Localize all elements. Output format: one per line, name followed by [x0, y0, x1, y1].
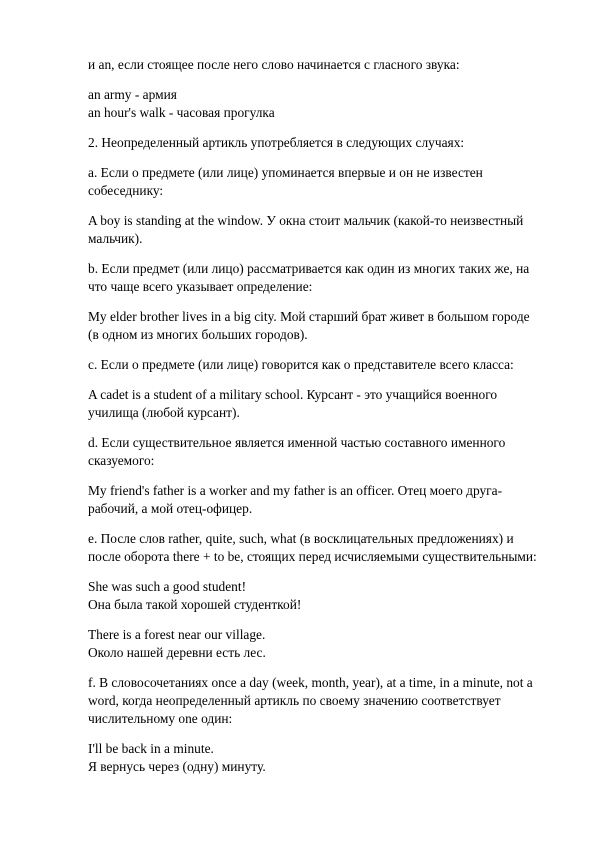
paragraph-example-d — [88, 482, 553, 518]
text-line: что чаще всего указывает определение: — [88, 279, 313, 294]
paragraph-rule-d — [88, 434, 553, 470]
text-line: сказуемого: — [88, 453, 155, 468]
paragraph-example-e-2 — [88, 626, 553, 662]
text-line: word, когда неопределенный артикль по своему значению соответствует — [88, 693, 501, 708]
paragraph-rule-a — [88, 164, 553, 200]
text-line: a. Если о предмете (или лице) упоминается впервые и он не известен — [88, 165, 483, 180]
text-line: A cadet is a student of a military school. Курсант - это учащийся военного — [88, 387, 498, 402]
text-line: She was such a good student! — [88, 579, 247, 594]
paragraph-rule-b — [88, 260, 553, 296]
text-line: училища (любой курсант). — [88, 405, 240, 420]
text-line: собеседнику: — [88, 183, 164, 198]
text-line: b. Если предмет (или лицо) рассматривается как один из многих таких же, на — [88, 261, 530, 276]
text-line: (в одном из многих больших городов). — [88, 327, 308, 342]
paragraph-rule-f — [88, 674, 553, 728]
text-line: Около нашей деревни есть лес. — [88, 645, 266, 660]
text-line: Она была такой хорошей студенткой! — [88, 597, 302, 612]
text-line: рабочий, а мой отец-офицер. — [88, 501, 253, 516]
paragraph-example-e-1 — [88, 578, 553, 614]
paragraph-example-c — [88, 386, 553, 422]
paragraph-rule-c — [88, 356, 553, 374]
paragraph-examples-an — [88, 86, 553, 122]
paragraph-section-heading — [88, 134, 553, 152]
text-line: после оборота there + to be, стоящих перед исчисляемыми существительными: — [88, 549, 537, 564]
text-line: e. После слов rather, quite, such, what (в восклицательных предложениях) и — [88, 531, 514, 546]
text-line: мальчик). — [88, 231, 143, 246]
text-line: an hour's walk - часовая прогулка — [88, 105, 275, 120]
text-line: и an, если стоящее после него слово начинается с гласного звука: — [88, 57, 460, 72]
text-line: My elder brother lives in a big city. Мой старший брат живет в большом городе — [88, 309, 530, 324]
text-line: Я вернусь через (одну) минуту. — [88, 759, 266, 774]
text-line: d. Если существительное является именной частью составного именного — [88, 435, 506, 450]
document-body — [88, 56, 553, 788]
paragraph-an-before-vowel — [88, 56, 553, 74]
text-line: c. Если о предмете (или лице) говорится как о представителе всего класса: — [88, 357, 514, 372]
text-line: числительному one один: — [88, 711, 233, 726]
text-line: My friend's father is a worker and my father is an officer. Отец моего друга- — [88, 483, 503, 498]
paragraph-rule-e — [88, 530, 553, 566]
text-line: f. В словосочетаниях once a day (week, month, year), at a time, in a minute, not a — [88, 675, 533, 690]
paragraph-example-b — [88, 308, 553, 344]
text-line: 2. Неопределенный артикль употребляется в следующих случаях: — [88, 135, 465, 150]
paragraph-example-f — [88, 740, 553, 776]
text-line: I'll be back in a minute. — [88, 741, 214, 756]
text-line: There is a forest near our village. — [88, 627, 266, 642]
paragraph-example-a — [88, 212, 553, 248]
text-line: an army - армия — [88, 87, 177, 102]
text-line: A boy is standing at the window. У окна стоит мальчик (какой-то неизвестный — [88, 213, 524, 228]
